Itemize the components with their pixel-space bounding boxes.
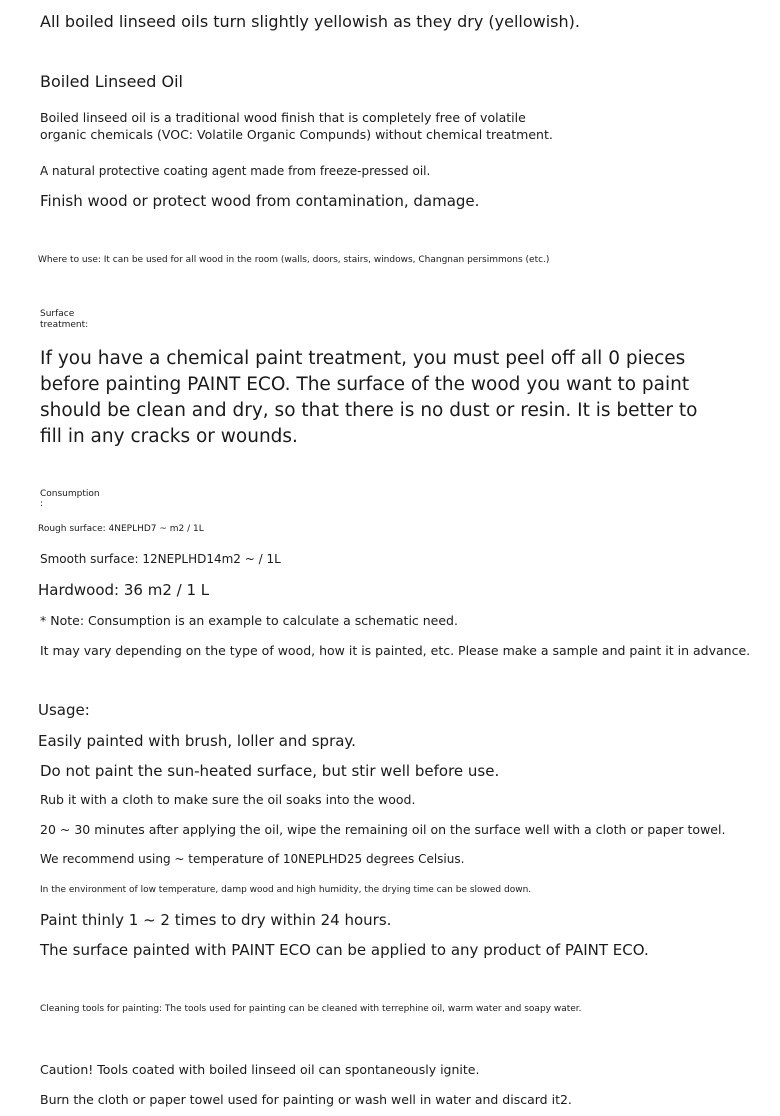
cleaning-tools-line: Cleaning tools for painting: The tools used for painting can be cleaned with terrephine oil, warm water and soapy water. [40,1004,582,1014]
note-line: * Note: Consumption is an example to calculate a schematic need. [40,613,458,628]
rough-surface-line: Rough surface: 4NEPLHD7 ~ m2 / 1L [38,524,204,534]
consumption-colon: : [40,499,44,509]
surface-label-line-2: treatment: [40,320,89,330]
paint-thinly-line: Paint thinly 1 ~ 2 times to dry within 24 hours. [40,911,392,929]
description-line-2: organic chemicals (VOC: Volatile Organic Compunds) without chemical treatment. [40,127,553,142]
rub-cloth-line: Rub it with a cloth to make sure the oil soaks into the wood. [40,792,416,807]
vary-line: It may vary depending on the type of wood, how it is painted, etc. Please make a sample and paint it in advance. [40,643,751,658]
smooth-surface-line: Smooth surface: 12NEPLHD14m2 ~ / 1L [40,552,281,566]
description-line-1: Boiled linseed oil is a traditional wood finish that is completely free of volatile [40,110,526,125]
do-not-paint-line: Do not paint the sun-heated surface, but stir well before use. [40,762,500,780]
usage-heading: Usage: [38,701,90,719]
finish-wood-line: Finish wood or protect wood from contamination, damage. [40,192,480,210]
caution-line: Caution! Tools coated with boiled linseed oil can spontaneously ignite. [40,1062,480,1077]
temperature-line: We recommend using ~ temperature of 10NEPLHD25 degrees Celsius. [40,852,465,866]
environment-line: In the environment of low temperature, damp wood and high humidity, the drying time can be slowed down. [40,885,532,895]
consumption-label: Consumption [40,489,100,499]
natural-coating-line: A natural protective coating agent made from freeze-pressed oil. [40,164,431,178]
hardwood-line: Hardwood: 36 m2 / 1 L [38,581,210,599]
wipe-minutes-line: 20 ~ 30 minutes after applying the oil, wipe the remaining oil on the surface well with a cloth or paper towel. [40,822,726,837]
surface-label-line-1: Surface [40,309,75,319]
burn-cloth-line: Burn the cloth or paper towel used for painting or wash well in water and discard it2. [40,1092,572,1107]
surface-treatment-paragraph: If you have a chemical paint treatment, you must peel off all 0 pieces before painting PAINT ECO. The surface of the wood you want to paint should be clean and dry, so that there is no dust or resin. It is better to fill in any cracks or wounds. [40,348,698,447]
where-to-use-line: Where to use: It can be used for all wood in the room (walls, doors, stairs, windows, Changnan persimmons (etc.) [38,255,550,265]
section-heading: Boiled Linseed Oil [40,72,183,91]
yellowish-note: All boiled linseed oils turn slightly yellowish as they dry (yellowish). [40,12,580,31]
easily-painted-line: Easily painted with brush, loller and spray. [38,732,356,750]
paint-eco-compat-line: The surface painted with PAINT ECO can be applied to any product of PAINT ECO. [40,941,649,959]
